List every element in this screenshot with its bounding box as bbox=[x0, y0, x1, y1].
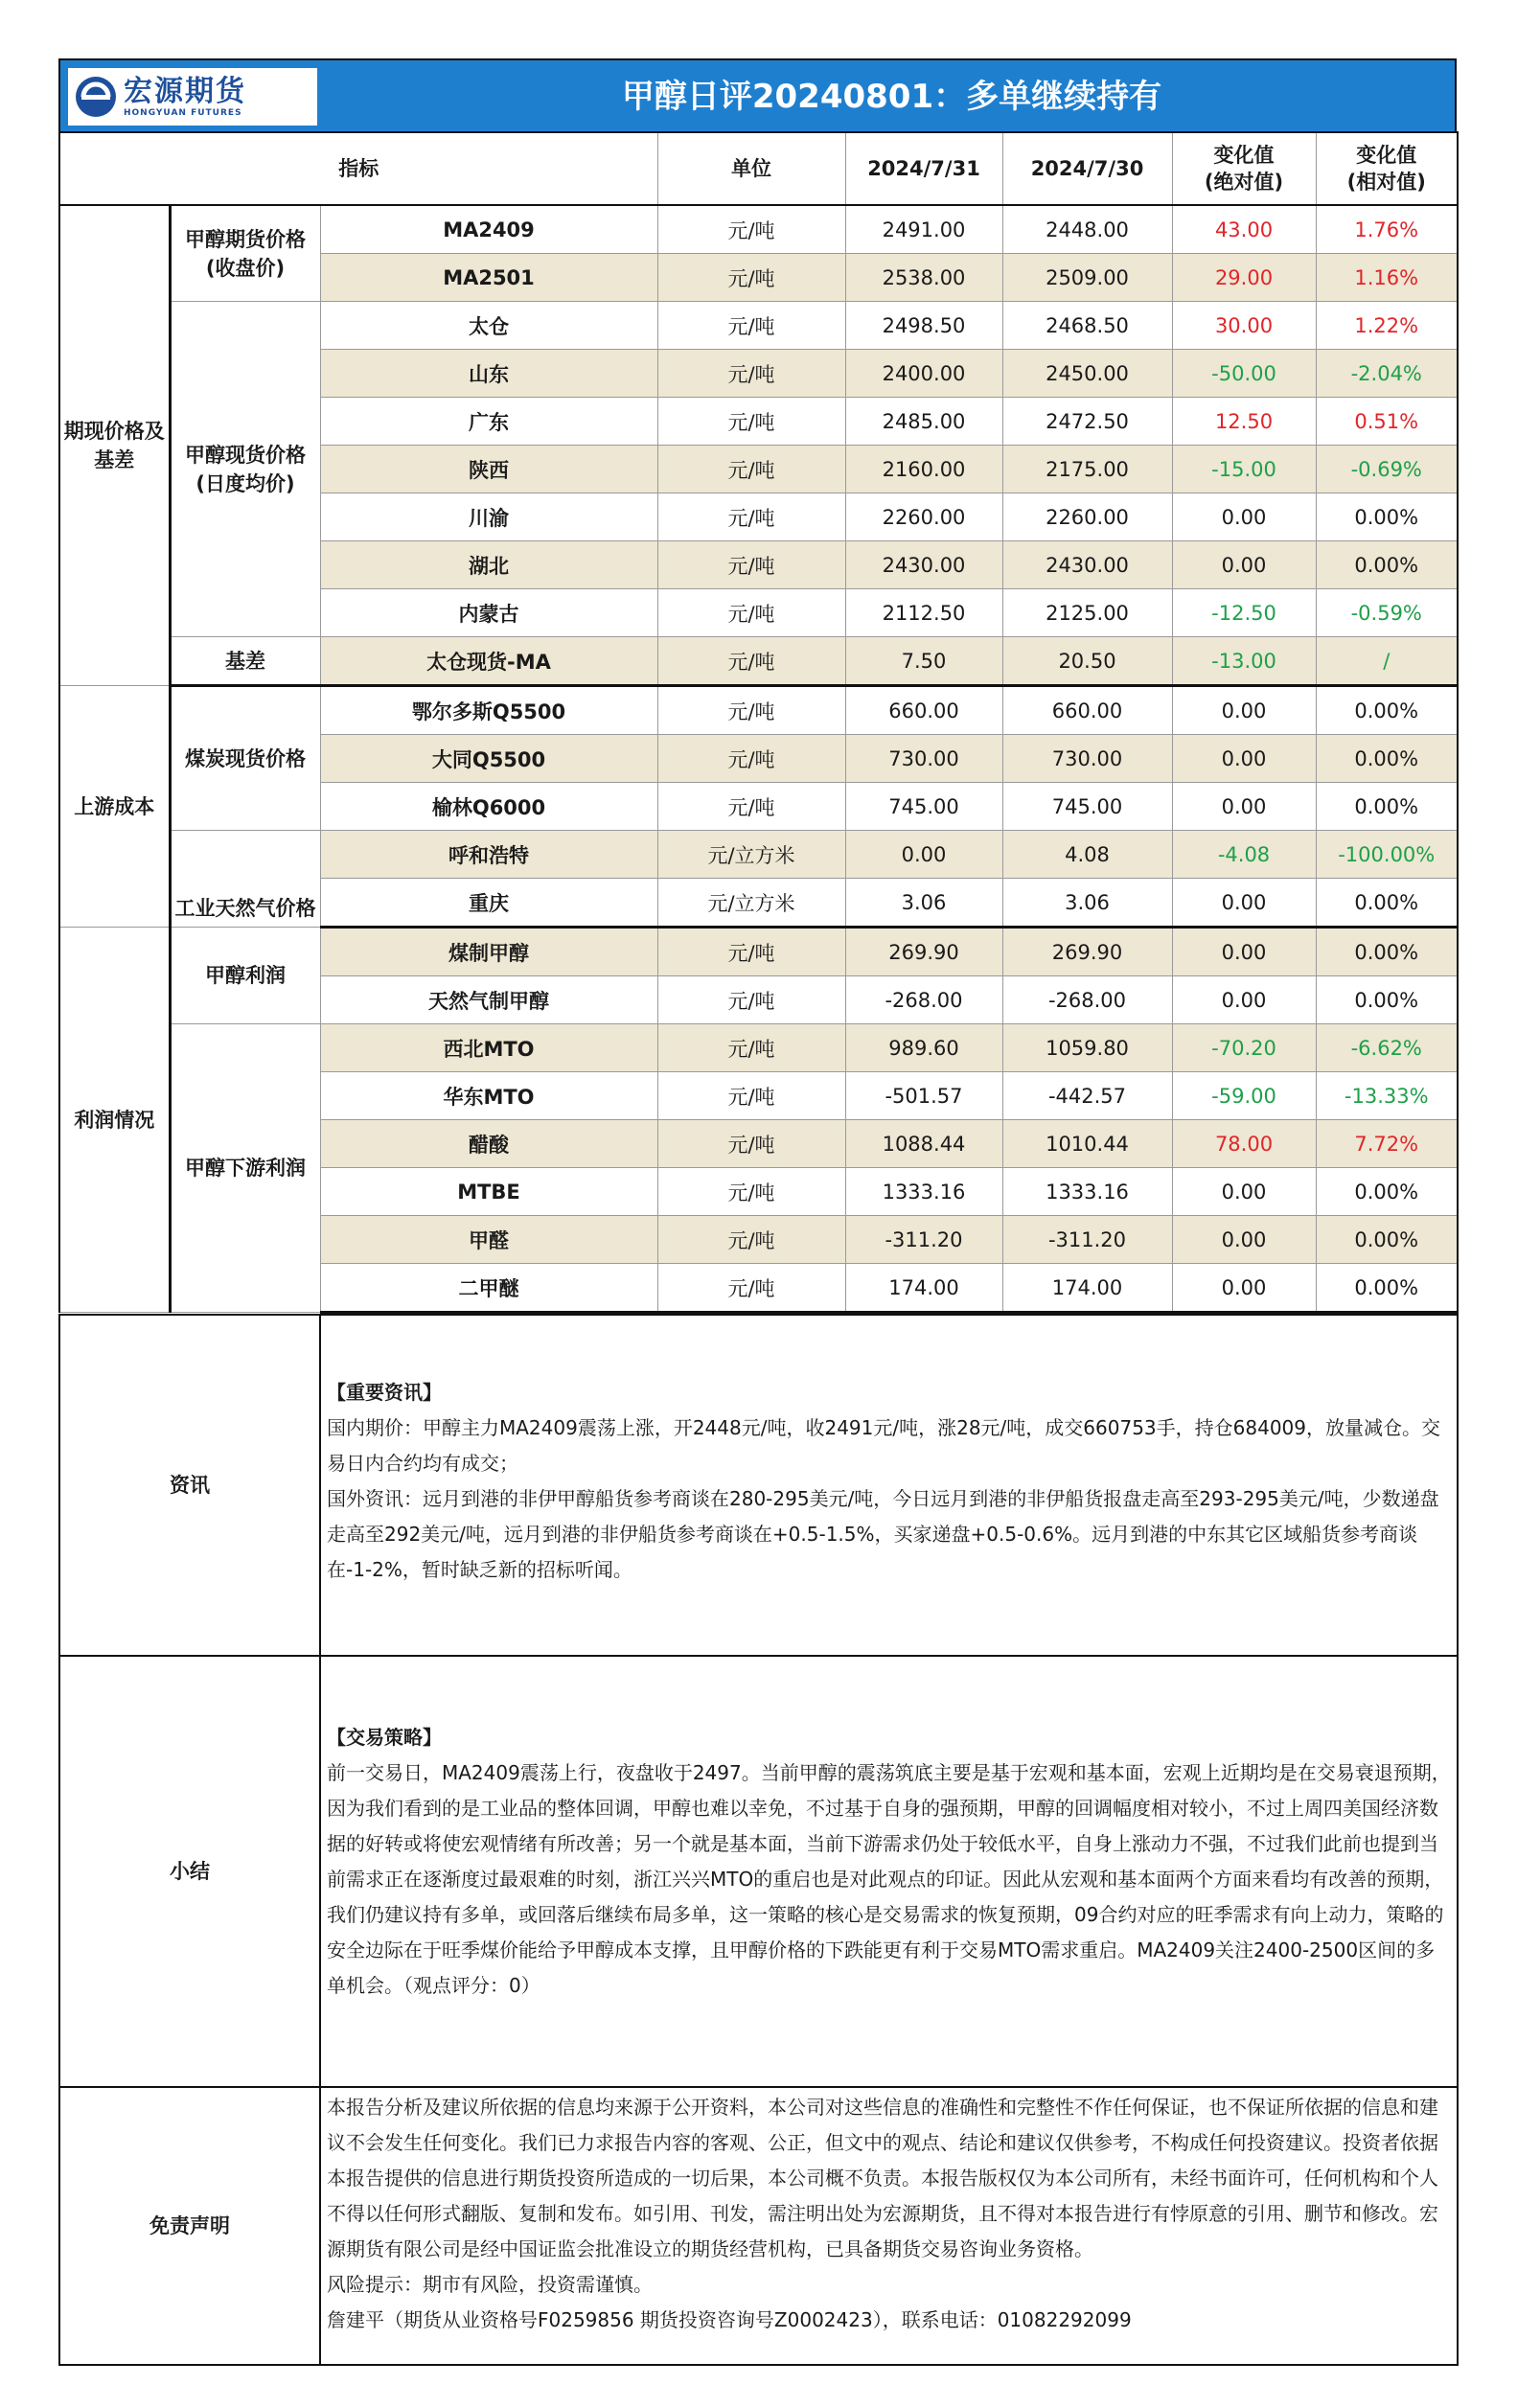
sub-methanol-profit: 甲醇利润 bbox=[170, 928, 320, 1024]
table-row bbox=[59, 686, 1458, 735]
value-date1: -311.20 bbox=[845, 1216, 1002, 1264]
news-international: 国外资讯：远月到港的非伊甲醇船货参考商谈在280-295美元/吨，今日远月到港的非伊船货报盘走高至293-295美元/吨，少数递盘走高至292美元/吨，远月到港的非伊船货参考商谈在+0.5-1.5%，买家递盘+0.5-0.6%。远月到港的中东其它区域船货参考商谈在-1-2%，暂时缺乏新的招标听闻。 bbox=[327, 1487, 1439, 1581]
unit-cell: 元/吨 bbox=[657, 493, 845, 541]
news-row bbox=[59, 1315, 1458, 1656]
summary-heading: 【交易策略】 bbox=[327, 1726, 442, 1749]
unit-cell: 元/吨 bbox=[657, 637, 845, 686]
change-absolute: -15.00 bbox=[1172, 446, 1316, 493]
indicator-name: 呼和浩特 bbox=[320, 831, 657, 879]
unit-cell: 元/吨 bbox=[657, 1216, 845, 1264]
indicator-name: MTBE bbox=[320, 1168, 657, 1216]
value-date2: 4.08 bbox=[1002, 831, 1172, 879]
value-date2: 1333.16 bbox=[1002, 1168, 1172, 1216]
disclaimer-text: 本报告分析及建议所依据的信息均来源于公开资料，本公司对这些信息的准确性和完整性不作任何保证，也不保证所依据的信息和建议不会发生任何变化。我们已力求报告内容的客观、公正，但文中的观点、结论和建议仅供参考，不构成任何投资建议。投资者依据本报告提供的信息进行期货投资所造成的一切后果，本公司概不负责。本报告版权仅为本公司所有，未经书面许可，任何机构和个人不得以任何形式翻版、复制和发布。如引用、刊发，需注明出处为宏源期货，且不得对本报告进行有悖原意的引用、删节和修改。宏源期货有限公司是经中国证监会批准设立的期货经营机构，已具备期货交易咨询业务资格。 bbox=[327, 2096, 1438, 2260]
sub-gas-price: 工业天然气价格 bbox=[170, 831, 320, 928]
value-date2: 174.00 bbox=[1002, 1264, 1172, 1313]
value-date2: 20.50 bbox=[1002, 637, 1172, 686]
value-date1: 730.00 bbox=[845, 735, 1002, 783]
change-absolute: 0.00 bbox=[1172, 928, 1316, 976]
unit-cell: 元/吨 bbox=[657, 976, 845, 1024]
change-absolute: 29.00 bbox=[1172, 254, 1316, 302]
value-date2: 3.06 bbox=[1002, 879, 1172, 928]
value-date2: 2175.00 bbox=[1002, 446, 1172, 493]
change-absolute: 0.00 bbox=[1172, 783, 1316, 831]
title-banner bbox=[58, 58, 1457, 131]
change-relative: 0.00% bbox=[1316, 735, 1458, 783]
change-absolute: -12.50 bbox=[1172, 589, 1316, 637]
col-date2: 2024/7/30 bbox=[1002, 132, 1172, 205]
change-absolute: -50.00 bbox=[1172, 350, 1316, 398]
unit-cell: 元/吨 bbox=[657, 205, 845, 254]
value-date1: 745.00 bbox=[845, 783, 1002, 831]
value-date2: 2125.00 bbox=[1002, 589, 1172, 637]
unit-cell: 元/吨 bbox=[657, 398, 845, 446]
indicator-name: 榆林Q6000 bbox=[320, 783, 657, 831]
col-unit: 单位 bbox=[657, 132, 845, 205]
table-row bbox=[59, 928, 1458, 976]
value-date1: 3.06 bbox=[845, 879, 1002, 928]
value-date1: 2112.50 bbox=[845, 589, 1002, 637]
value-date2: 2448.00 bbox=[1002, 205, 1172, 254]
unit-cell: 元/吨 bbox=[657, 302, 845, 350]
category-price-basis: 期现价格及基差 bbox=[59, 205, 170, 686]
value-date1: 2491.00 bbox=[845, 205, 1002, 254]
company-logo bbox=[68, 68, 317, 126]
value-date1: 2485.00 bbox=[845, 398, 1002, 446]
summary-row bbox=[59, 1656, 1458, 2087]
unit-cell: 元/吨 bbox=[657, 735, 845, 783]
change-absolute: 30.00 bbox=[1172, 302, 1316, 350]
col-abs-change: 变化值 (绝对值) bbox=[1172, 132, 1316, 205]
summary-label: 小结 bbox=[59, 1656, 320, 2087]
table-row bbox=[59, 302, 1458, 350]
sub-coal-price: 煤炭现货价格 bbox=[170, 686, 320, 831]
indicator-name: 重庆 bbox=[320, 879, 657, 928]
indicator-name: 山东 bbox=[320, 350, 657, 398]
change-absolute: -4.08 bbox=[1172, 831, 1316, 879]
indicator-name: 甲醛 bbox=[320, 1216, 657, 1264]
news-heading: 【重要资讯】 bbox=[327, 1381, 442, 1404]
table-row bbox=[59, 1024, 1458, 1072]
indicator-name: 太仓 bbox=[320, 302, 657, 350]
unit-cell: 元/吨 bbox=[657, 1264, 845, 1313]
value-date2: 1010.44 bbox=[1002, 1120, 1172, 1168]
change-relative: 0.00% bbox=[1316, 1168, 1458, 1216]
value-date1: 2498.50 bbox=[845, 302, 1002, 350]
sub-basis: 基差 bbox=[170, 637, 320, 686]
value-date1: 2430.00 bbox=[845, 541, 1002, 589]
value-date1: 2538.00 bbox=[845, 254, 1002, 302]
sub-downstream-profit: 甲醇下游利润 bbox=[170, 1024, 320, 1313]
value-date1: 2260.00 bbox=[845, 493, 1002, 541]
unit-cell: 元/立方米 bbox=[657, 831, 845, 879]
change-relative: 0.00% bbox=[1316, 976, 1458, 1024]
value-date2: 660.00 bbox=[1002, 686, 1172, 735]
change-relative: 0.00% bbox=[1316, 493, 1458, 541]
unit-cell: 元/吨 bbox=[657, 1024, 845, 1072]
value-date2: -268.00 bbox=[1002, 976, 1172, 1024]
change-relative: -0.59% bbox=[1316, 589, 1458, 637]
change-relative: 0.00% bbox=[1316, 1216, 1458, 1264]
value-date1: 660.00 bbox=[845, 686, 1002, 735]
col-rel-change: 变化值 (相对值) bbox=[1316, 132, 1458, 205]
value-date2: -442.57 bbox=[1002, 1072, 1172, 1120]
report bbox=[58, 58, 1457, 2366]
indicator-name: 广东 bbox=[320, 398, 657, 446]
change-relative: 0.00% bbox=[1316, 928, 1458, 976]
report-title: 甲醇日评20240801：多单继续持有 bbox=[621, 78, 1162, 116]
change-absolute: -70.20 bbox=[1172, 1024, 1316, 1072]
change-relative: 0.00% bbox=[1316, 783, 1458, 831]
value-date1: 1333.16 bbox=[845, 1168, 1002, 1216]
value-date2: 2430.00 bbox=[1002, 541, 1172, 589]
indicator-name: MA2409 bbox=[320, 205, 657, 254]
category-profit: 利润情况 bbox=[59, 928, 170, 1313]
value-date1: 1088.44 bbox=[845, 1120, 1002, 1168]
unit-cell: 元/吨 bbox=[657, 1120, 845, 1168]
value-date1: -268.00 bbox=[845, 976, 1002, 1024]
change-relative: 7.72% bbox=[1316, 1120, 1458, 1168]
change-absolute: 0.00 bbox=[1172, 1264, 1316, 1313]
value-date2: -311.20 bbox=[1002, 1216, 1172, 1264]
change-absolute: 0.00 bbox=[1172, 879, 1316, 928]
disclaimer-body bbox=[320, 2087, 1458, 2365]
change-absolute: -13.00 bbox=[1172, 637, 1316, 686]
indicator-name: 川渝 bbox=[320, 493, 657, 541]
category-upstream-cost: 上游成本 bbox=[59, 686, 170, 928]
value-date2: 2450.00 bbox=[1002, 350, 1172, 398]
col-date1: 2024/7/31 bbox=[845, 132, 1002, 205]
value-date1: 2160.00 bbox=[845, 446, 1002, 493]
change-absolute: 0.00 bbox=[1172, 686, 1316, 735]
change-relative: 0.51% bbox=[1316, 398, 1458, 446]
change-absolute: 0.00 bbox=[1172, 1168, 1316, 1216]
change-relative: -13.33% bbox=[1316, 1072, 1458, 1120]
news-domestic: 国内期价：甲醇主力MA2409震荡上涨，开2448元/吨，收2491元/吨，涨28元/吨，成交660753手，持仓684009，放量减仓。交易日内合约均有成交； bbox=[327, 1416, 1440, 1475]
news-label: 资讯 bbox=[59, 1315, 320, 1656]
change-relative: 1.76% bbox=[1316, 205, 1458, 254]
unit-cell: 元/吨 bbox=[657, 1072, 845, 1120]
value-date2: 745.00 bbox=[1002, 783, 1172, 831]
analyst-contact: 詹建平（期货从业资格号F0259856 期货投资咨询号Z0002423），联系电话：01082292099 bbox=[327, 2308, 1132, 2331]
disclaimer-label: 免责声明 bbox=[59, 2087, 320, 2365]
change-relative: -100.00% bbox=[1316, 831, 1458, 879]
indicator-name: 西北MTO bbox=[320, 1024, 657, 1072]
unit-cell: 元/吨 bbox=[657, 928, 845, 976]
sub-spot-price: 甲醇现货价格(日度均价) bbox=[170, 302, 320, 637]
change-relative: 1.16% bbox=[1316, 254, 1458, 302]
value-date1: 174.00 bbox=[845, 1264, 1002, 1313]
disclaimer-row bbox=[59, 2087, 1458, 2365]
value-date1: 989.60 bbox=[845, 1024, 1002, 1072]
change-relative: -6.62% bbox=[1316, 1024, 1458, 1072]
change-relative: 0.00% bbox=[1316, 686, 1458, 735]
change-absolute: 0.00 bbox=[1172, 1216, 1316, 1264]
unit-cell: 元/吨 bbox=[657, 783, 845, 831]
value-date2: 2509.00 bbox=[1002, 254, 1172, 302]
change-relative: / bbox=[1316, 637, 1458, 686]
value-date1: 269.90 bbox=[845, 928, 1002, 976]
indicator-name: 内蒙古 bbox=[320, 589, 657, 637]
change-absolute: 0.00 bbox=[1172, 493, 1316, 541]
table-row bbox=[59, 831, 1458, 879]
change-relative: 1.22% bbox=[1316, 302, 1458, 350]
change-absolute: 43.00 bbox=[1172, 205, 1316, 254]
unit-cell: 元/吨 bbox=[657, 446, 845, 493]
indicator-name: 鄂尔多斯Q5500 bbox=[320, 686, 657, 735]
change-relative: 0.00% bbox=[1316, 879, 1458, 928]
indicator-name: 大同Q5500 bbox=[320, 735, 657, 783]
indicator-name: 煤制甲醇 bbox=[320, 928, 657, 976]
unit-cell: 元/立方米 bbox=[657, 879, 845, 928]
value-date1: -501.57 bbox=[845, 1072, 1002, 1120]
change-absolute: 78.00 bbox=[1172, 1120, 1316, 1168]
unit-cell: 元/吨 bbox=[657, 1168, 845, 1216]
indicator-name: 华东MTO bbox=[320, 1072, 657, 1120]
value-date2: 269.90 bbox=[1002, 928, 1172, 976]
value-date1: 2400.00 bbox=[845, 350, 1002, 398]
change-relative: -2.04% bbox=[1316, 350, 1458, 398]
indicator-name: 天然气制甲醇 bbox=[320, 976, 657, 1024]
news-body bbox=[320, 1315, 1458, 1656]
unit-cell: 元/吨 bbox=[657, 589, 845, 637]
change-absolute: 0.00 bbox=[1172, 541, 1316, 589]
summary-strategy: 前一交易日，MA2409震荡上行，夜盘收于2497。当前甲醇的震荡筑底主要是基于宏观和基本面，宏观上近期均是在交易衰退预期，因为我们看到的是工业品的整体回调，甲醇也难以幸免，不过基于自身的强预期，甲醇的回调幅度相对较小，不过上周四美国经济数据的好转或将使宏观情绪有所改善；另一个就是基本面，当前下游需求仍处于较低水平，自身上涨动力不强，不过我们此前也提到当前需求正在逐渐度过最艰难的时刻，浙江兴兴MTO的重启也是对此观点的印证。因此从宏观和基本面两个方面来看均有改善的预期，我们仍建议持有多单，或回落后继续布局多单，这一策略的核心是交易需求的恢复预期，09合约对应的旺季需求有向上动力，策略的安全边际在于旺季煤价能给予甲醇成本支撑，且甲醇价格的下跌能更有利于交易MTO需求重启。MA2409关注2400-2500区间的多单机会。（观点评分：0） bbox=[327, 1761, 1451, 1997]
table-row bbox=[59, 205, 1458, 254]
value-date2: 2468.50 bbox=[1002, 302, 1172, 350]
indicator-name: 二甲醚 bbox=[320, 1264, 657, 1313]
indicator-name: 陕西 bbox=[320, 446, 657, 493]
price-table bbox=[58, 131, 1459, 1314]
change-relative: 0.00% bbox=[1316, 541, 1458, 589]
logo-chinese-name: 宏源期货 bbox=[124, 75, 246, 108]
change-absolute: 0.00 bbox=[1172, 735, 1316, 783]
change-absolute: -59.00 bbox=[1172, 1072, 1316, 1120]
unit-cell: 元/吨 bbox=[657, 254, 845, 302]
change-relative: 0.00% bbox=[1316, 1264, 1458, 1313]
value-date2: 2472.50 bbox=[1002, 398, 1172, 446]
change-relative: -0.69% bbox=[1316, 446, 1458, 493]
value-date2: 730.00 bbox=[1002, 735, 1172, 783]
unit-cell: 元/吨 bbox=[657, 350, 845, 398]
change-absolute: 12.50 bbox=[1172, 398, 1316, 446]
value-date1: 7.50 bbox=[845, 637, 1002, 686]
table-row bbox=[59, 637, 1458, 686]
logo-emblem-icon bbox=[74, 75, 118, 119]
value-date2: 1059.80 bbox=[1002, 1024, 1172, 1072]
col-indicator: 指标 bbox=[59, 132, 657, 205]
table-header-row bbox=[59, 132, 1458, 205]
indicator-name: 太仓现货-MA bbox=[320, 637, 657, 686]
value-date2: 2260.00 bbox=[1002, 493, 1172, 541]
risk-warning: 风险提示：期市有风险，投资需谨慎。 bbox=[327, 2273, 653, 2296]
unit-cell: 元/吨 bbox=[657, 686, 845, 735]
indicator-name: MA2501 bbox=[320, 254, 657, 302]
indicator-name: 湖北 bbox=[320, 541, 657, 589]
change-absolute: 0.00 bbox=[1172, 976, 1316, 1024]
unit-cell: 元/吨 bbox=[657, 541, 845, 589]
indicator-name: 醋酸 bbox=[320, 1120, 657, 1168]
logo-english-name: HONGYUAN FUTURES bbox=[124, 108, 242, 118]
summary-body bbox=[320, 1656, 1458, 2087]
sub-futures-price: 甲醇期货价格(收盘价) bbox=[170, 205, 320, 302]
value-date1: 0.00 bbox=[845, 831, 1002, 879]
commentary-table bbox=[58, 1314, 1459, 2366]
